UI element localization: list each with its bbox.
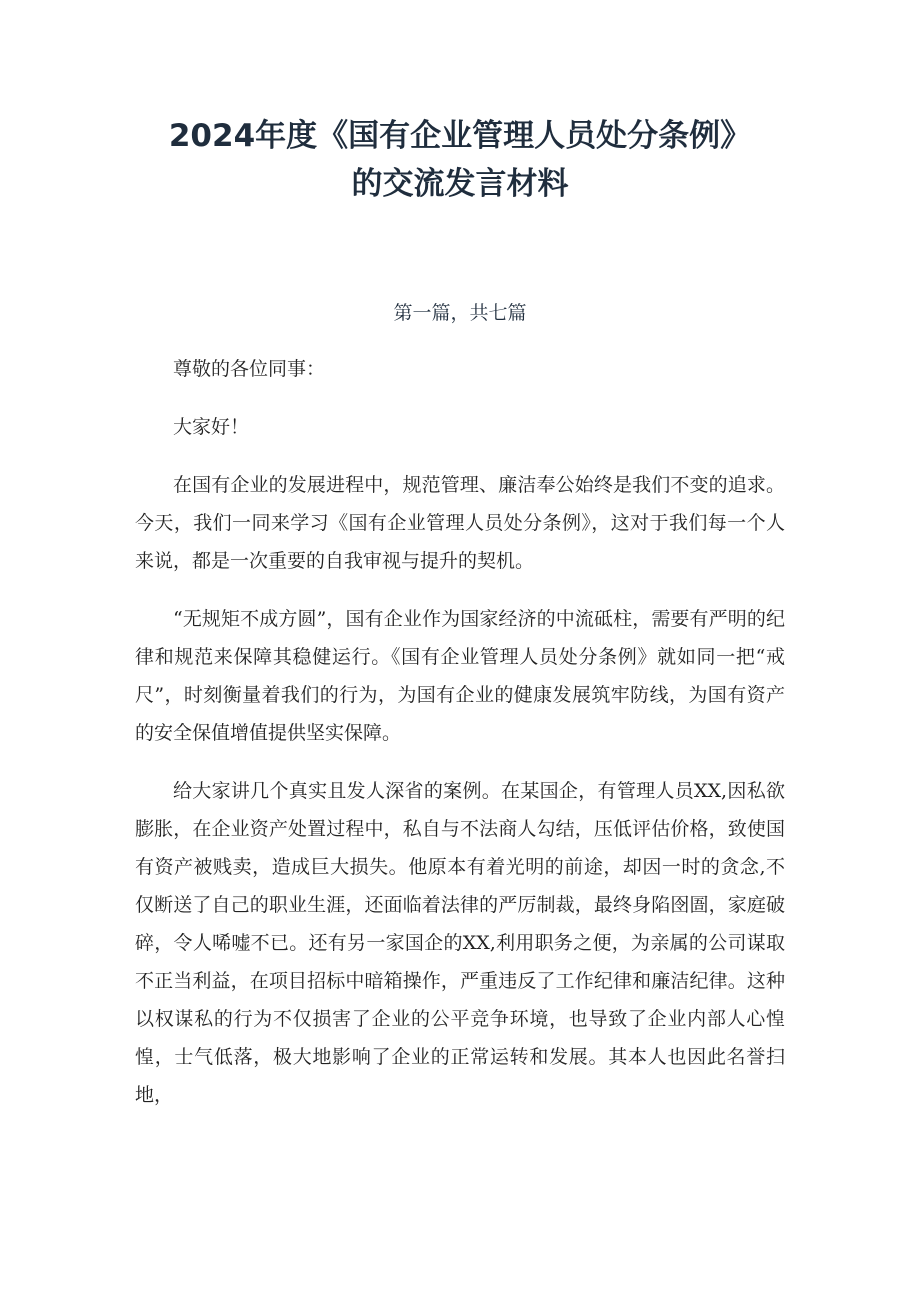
section-subtitle: 第一篇，共七篇 [393,302,527,324]
document-title [135,112,785,208]
title-line-2: 的交流发言材料 [351,166,569,202]
body-paragraph-1: 在国有企业的发展进程中，规范管理、廉洁奉公始终是我们不变的追求。今天，我们一同来学习《国有企业管理人员处分条例》，这对于我们每一个人来说，都是一次重要的自我审视与提升的契机。 [135,474,785,572]
body-paragraph-2: “无规矩不成方圆”，国有企业作为国家经济的中流砥柱，需要有严明的纪律和规范来保障其稳健运行。《国有企业管理人员处分条例》就如同一把“戒尺”，时刻衡量着我们的行为，为国有企业的健康发展筑牢防线，为国有资产的安全保值增值提供坚实保障。 [135,608,785,744]
title-line-1: 2024年度《国有企业管理人员处分条例》 [168,118,752,154]
greeting-paragraph: 大家好！ [173,416,250,438]
body-paragraph-3: 给大家讲几个真实且发人深省的案例。在某国企，有管理人员XX,因私欲膨胀，在企业资产处置过程中，私自与不法商人勾结，压低评估价格，致使国有资产被贱卖，造成巨大损失。他原本有着光明的前途，却因一时的贪念,不仅断送了自己的职业生涯，还面临着法律的严厉制裁，最终身陷囹圄，家庭破碎，令人唏嘘不已。还有另一家国企的XX,利用职务之便，为亲属的公司谋取不正当利益，在项目招标中暗箱操作，严重违反了工作纪律和廉洁纪律。这种以权谋私的行为不仅损害了企业的公平竞争环境，也导致了企业内部人心惶惶，士气低落，极大地影响了企业的正常运转和发展。其本人也因此名誉扫地， [135,780,785,1106]
salutation-paragraph: 尊敬的各位同事： [173,358,326,380]
document-body [135,350,785,1114]
